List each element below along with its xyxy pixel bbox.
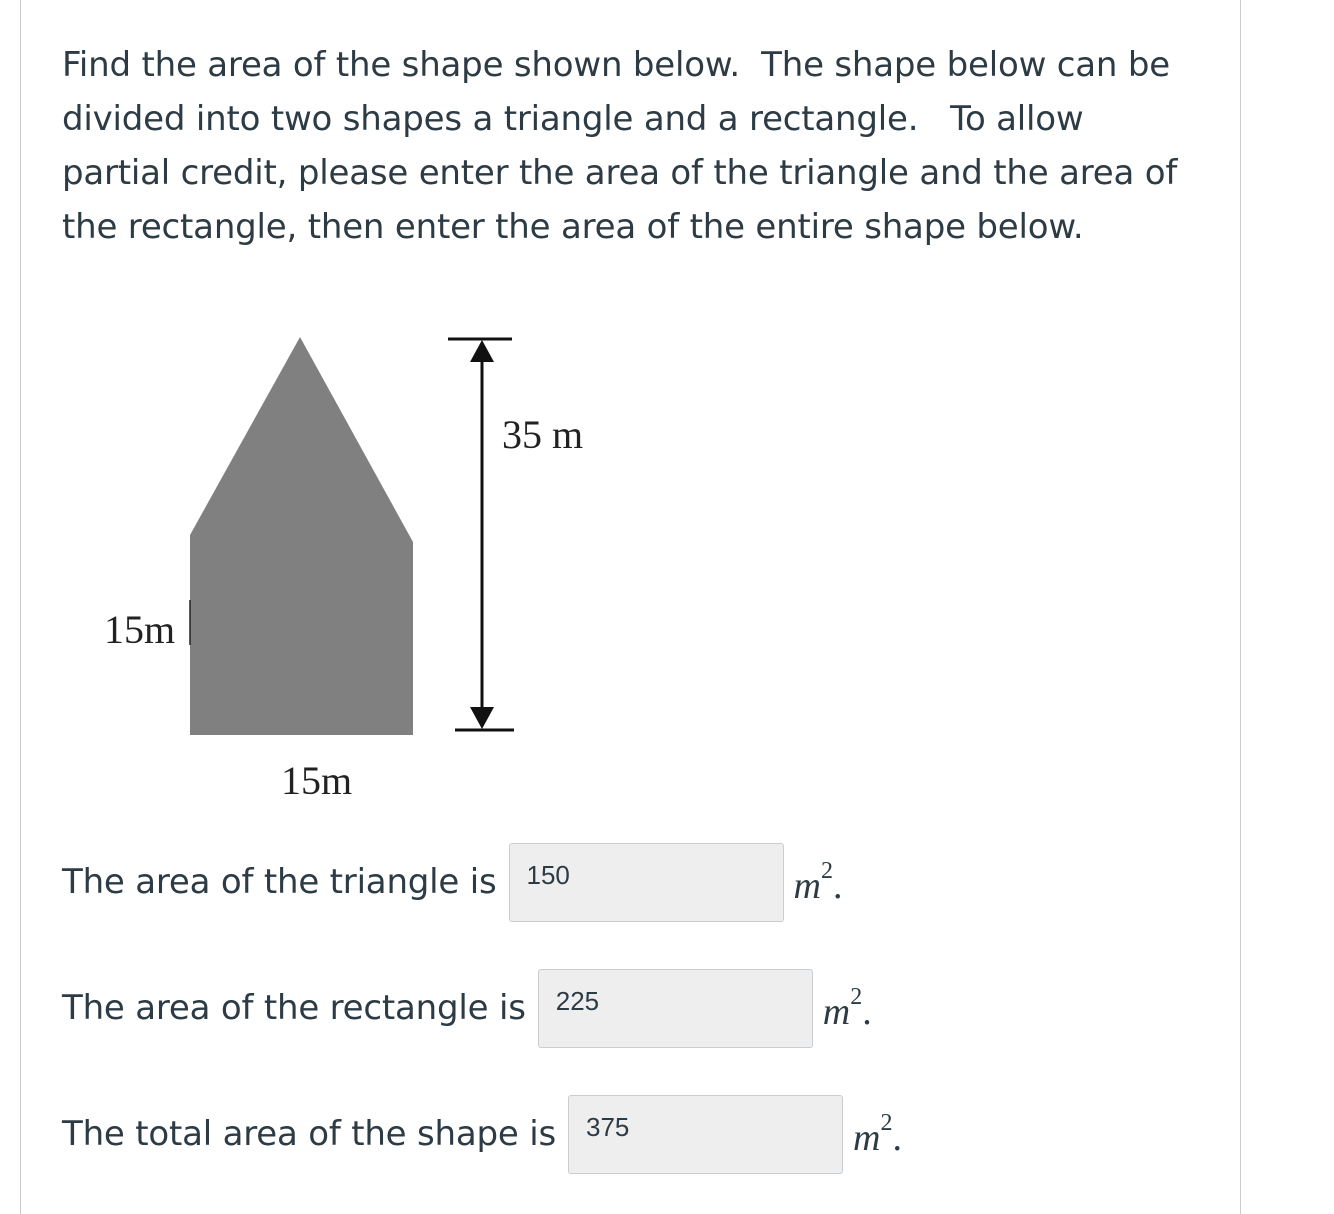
unit-exponent: 2	[820, 858, 833, 885]
triangle-answer-row	[62, 842, 842, 922]
rectangle-area-unit	[822, 984, 872, 1034]
question-text: Find the area of the shape shown below. The shape below can be divided into two shapes a triangle and a rectangle. To allow partial credit, please enter the area of the triangle and the area of the rectangle, then enter the area of the entire shape below.	[62, 45, 1188, 247]
shape-figure	[90, 320, 650, 810]
unit-period: .	[832, 865, 843, 907]
unit-m: m	[852, 1117, 881, 1159]
triangle-area-input[interactable]	[509, 843, 784, 922]
base-label: 15m	[281, 758, 353, 803]
rectangle-answer-row	[62, 968, 872, 1048]
side-label: 15m	[104, 607, 176, 652]
unit-m: m	[822, 991, 851, 1033]
arrow-up	[470, 340, 494, 362]
triangle-area-label: The area of the triangle is	[62, 862, 497, 902]
unit-exponent: 2	[880, 1110, 893, 1137]
unit-period: .	[892, 1117, 902, 1159]
rectangle-area-input[interactable]	[538, 969, 813, 1048]
shape-diagram	[90, 320, 650, 810]
unit-period: .	[862, 991, 872, 1033]
total-area-label: The total area of the shape is	[62, 1114, 556, 1154]
total-area-unit	[852, 1110, 902, 1160]
unit-m: m	[793, 865, 821, 907]
unit-exponent: 2	[850, 984, 863, 1011]
triangle-area-unit	[793, 858, 843, 908]
total-answer-row	[62, 1094, 902, 1174]
height-label: 35 m	[502, 412, 584, 457]
total-area-input[interactable]	[568, 1095, 843, 1174]
shape-polygon	[190, 337, 413, 735]
panel-border-left	[20, 0, 21, 1214]
arrow-down	[470, 707, 494, 729]
panel-border-right	[1240, 0, 1241, 1214]
rectangle-area-label: The area of the rectangle is	[62, 988, 526, 1028]
